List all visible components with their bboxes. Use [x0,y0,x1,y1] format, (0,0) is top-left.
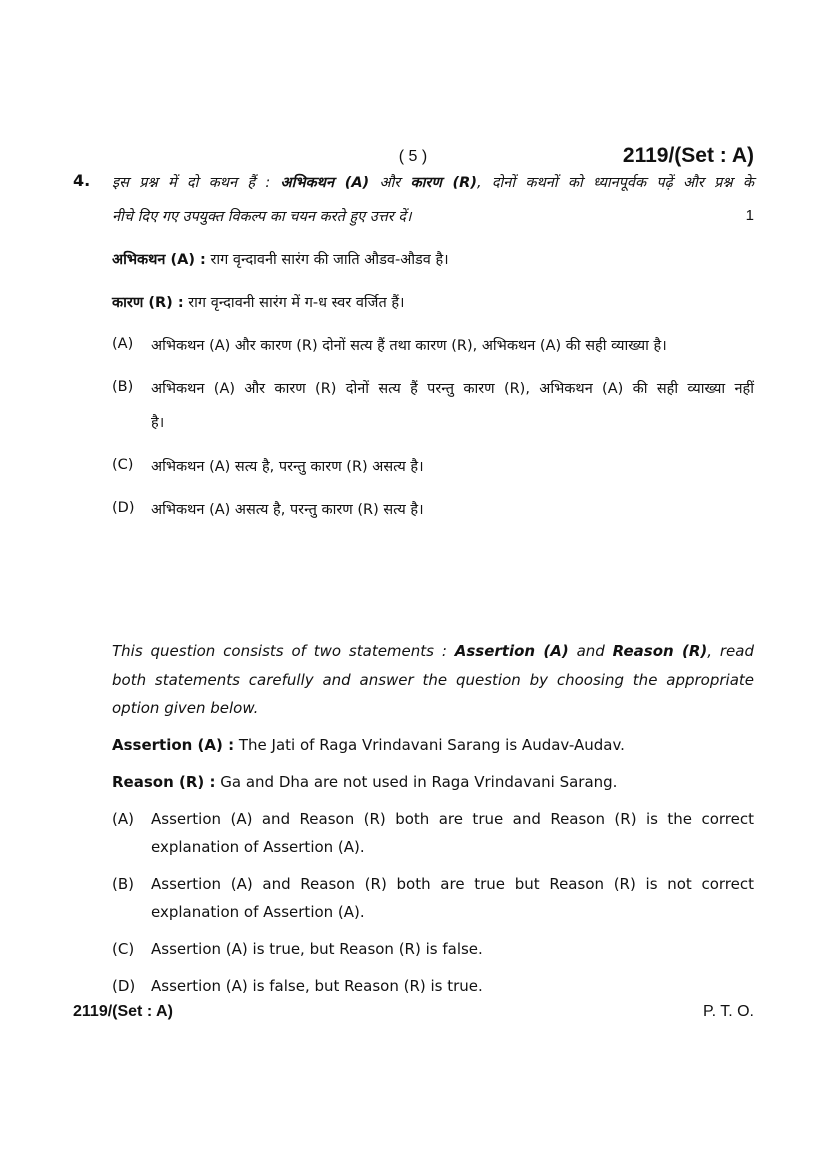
hindi-instr-reason: कारण (R) [410,175,477,191]
english-instruction-line-2: both statements carefully and answer the question by choosing the appropriate [112,671,754,689]
english-assertion-label: Assertion (A) : [112,736,235,754]
option-text-continued: explanation of Assertion (A). [151,903,365,921]
hindi-assertion-label: अभिकथन (A) : [112,252,206,268]
hindi-instruction-line-2: नीचे दिए गए उपयुक्त विकल्प का चयन करते हुए उत्तर दें। [112,209,412,225]
question-marks: 1 [745,207,754,224]
english-assertion-text: The Jati of Raga Vrindavani Sarang is Audav-Audav. [238,736,625,754]
question-number: 4. [73,171,91,190]
option-letter: (D) [112,977,136,995]
option-text: Assertion (A) is true, but Reason (R) is false. [151,940,483,958]
hindi-assertion-text: राग वृन्दावनी सारंग की जाति औडव-औडव है। [210,252,449,268]
hindi-reason-text: राग वृन्दावनी सारंग में ग-ध स्वर वर्जित हैं। [188,295,405,311]
option-text: अभिकथन (A) सत्य है, परन्तु कारण (R) असत्य है। [151,459,424,475]
option-letter: (A) [112,810,134,828]
english-instr-reason: Reason (R) [612,642,708,660]
option-letter: (D) [112,500,135,516]
hindi-instr-assertion: अभिकथन (A) [280,175,370,191]
english-instr-assertion: Assertion (A) [454,642,569,660]
english-reason-text: Ga and Dha are not used in Raga Vrindavani Sarang. [220,773,618,791]
option-letter: (B) [112,875,134,893]
paper-code-footer: 2119/(Set : A) [73,1003,173,1020]
english-assertion [112,736,625,754]
hindi-assertion [112,249,449,269]
english-instruction-line-3: option given below. [112,699,259,717]
option-text: Assertion (A) and Reason (R) both are true and Reason (R) is the correct [151,810,754,828]
hindi-reason [112,292,405,312]
option-text-continued: है। [151,415,165,431]
option-text: Assertion (A) and Reason (R) both are true but Reason (R) is not correct [151,875,754,893]
english-reason [112,773,617,791]
option-text: अभिकथन (A) और कारण (R) दोनों सत्य हैं परन्तु कारण (R), अभिकथन (A) की सही व्याख्या नहीं [151,381,754,397]
please-turn-over: P. T. O. [703,1003,754,1020]
option-text: Assertion (A) is false, but Reason (R) is true. [151,977,483,995]
paper-code-header: 2119/(Set : A) [622,144,754,167]
option-letter: (C) [112,457,134,473]
hindi-reason-label: कारण (R) : [112,295,184,311]
english-reason-label: Reason (R) : [112,773,216,791]
hindi-instruction-line-1: इस प्रश्न में दो कथन हैं : अभिकथन (A) और कारण (R), दोनों कथनों को ध्यानपूर्वक पढ़ें और प्रश्न के [112,175,755,191]
option-text: अभिकथन (A) असत्य है, परन्तु कारण (R) सत्य है। [151,502,424,518]
option-letter: (A) [112,336,134,352]
option-letter: (C) [112,940,135,958]
english-instruction-line-1: This question consists of two statements : Assertion (A) and Reason (R), read [112,642,754,660]
option-text-continued: explanation of Assertion (A). [151,838,365,856]
option-letter: (B) [112,379,134,395]
page-number: ( 5 ) [398,148,428,165]
option-text: अभिकथन (A) और कारण (R) दोनों सत्य हैं तथा कारण (R), अभिकथन (A) की सही व्याख्या है। [151,338,667,354]
